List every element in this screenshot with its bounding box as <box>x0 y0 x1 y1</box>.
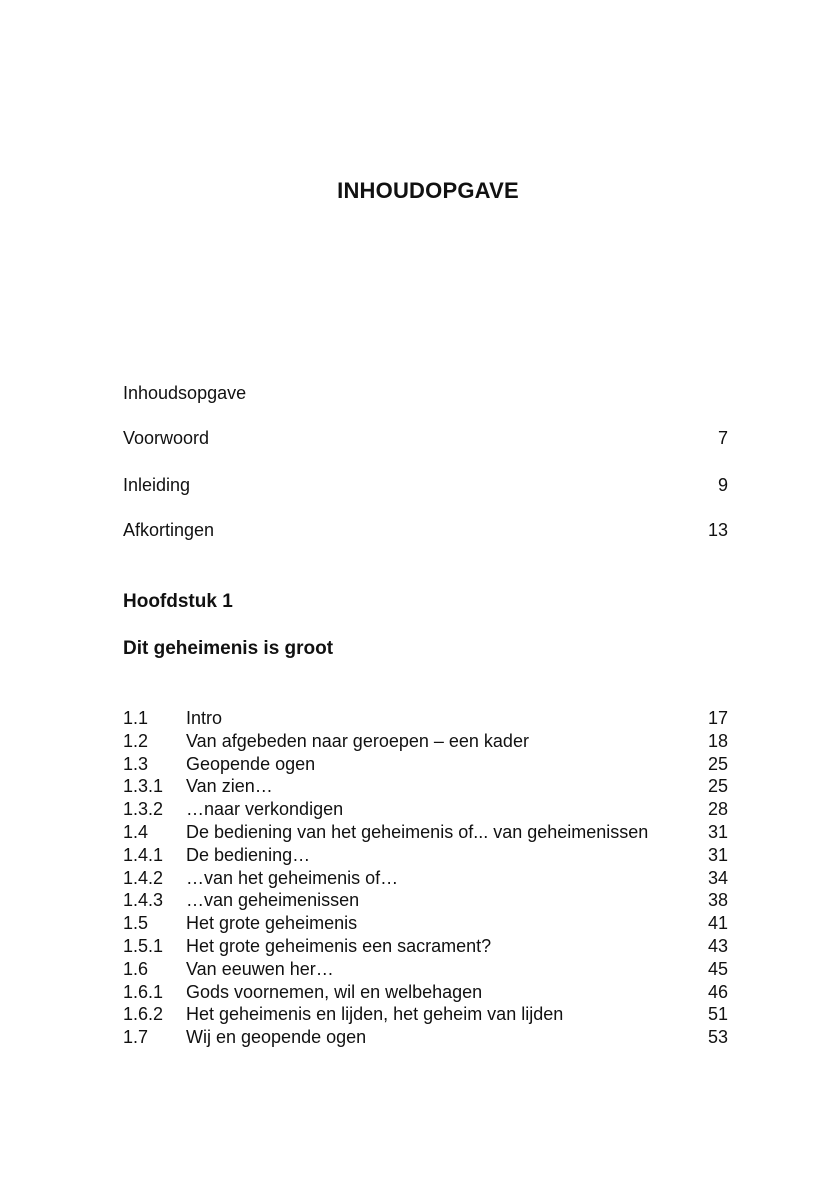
toc-entry-number: 1.4.1 <box>123 844 164 865</box>
toc-entry-title: …van geheimenissen <box>186 890 360 911</box>
toc-entry-number: 1.5.1 <box>123 935 164 956</box>
toc-entry-label: Inleiding <box>123 475 191 495</box>
toc-row <box>123 1003 728 1026</box>
toc-entry-title: Intro <box>186 708 223 728</box>
toc-front-entry <box>123 383 728 409</box>
toc-entry-page: 7 <box>717 428 728 448</box>
toc-entry-page: 9 <box>717 475 728 495</box>
toc-row <box>123 753 728 776</box>
toc-entry-page: 18 <box>707 730 728 751</box>
toc-entry-page: 17 <box>707 708 728 728</box>
toc-entry-number: 1.3 <box>123 753 149 774</box>
toc-entry-label: Voorwoord <box>123 428 210 448</box>
toc-entry-page: 41 <box>707 913 728 934</box>
toc-row <box>123 798 728 821</box>
toc-front-entry <box>123 475 728 501</box>
toc-entry-title: Van afgebeden naar geroepen – een kader <box>186 730 529 751</box>
toc-entry-title: Het geheimenis en lijden, het geheim van lijden <box>186 1004 564 1025</box>
chapter-title: Dit geheimenis is groot <box>123 638 334 659</box>
toc-row <box>123 912 728 935</box>
toc-entry-page: 51 <box>707 1004 728 1025</box>
toc-row <box>123 775 728 798</box>
toc-entry-page: 28 <box>707 799 728 820</box>
toc-entry-page: 46 <box>707 981 728 1002</box>
toc-row <box>123 844 728 867</box>
toc-row <box>123 730 728 753</box>
toc-row <box>123 867 728 890</box>
toc-row <box>123 707 728 730</box>
toc-row <box>123 981 728 1004</box>
toc-list <box>123 707 728 1049</box>
toc-entry-title: Het grote geheimenis een sacrament? <box>186 935 492 956</box>
toc-front-entry <box>123 428 728 454</box>
toc-entry-title: Geopende ogen <box>186 753 316 774</box>
toc-entry-number: 1.7 <box>123 1027 149 1048</box>
toc-entry-page: 38 <box>707 890 728 911</box>
toc-front-entry <box>123 520 728 546</box>
toc-row <box>123 1026 728 1049</box>
toc-entry-number: 1.2 <box>123 730 149 751</box>
toc-row <box>123 935 728 958</box>
toc-entry-label: Inhoudsopgave <box>123 383 247 403</box>
toc-entry-number: 1.4 <box>123 821 149 842</box>
toc-entry-number: 1.4.3 <box>123 890 164 911</box>
toc-entry-title: …naar verkondigen <box>186 799 344 820</box>
toc-entry-title: Wij en geopende ogen <box>186 1027 367 1048</box>
toc-entry-title: Van eeuwen her… <box>186 958 334 979</box>
page-title: INHOUDOPGAVE <box>337 178 519 203</box>
toc-entry-label: Afkortingen <box>123 520 215 540</box>
toc-entry-number: 1.3.1 <box>123 776 164 797</box>
toc-row <box>123 821 728 844</box>
toc-entry-page: 53 <box>707 1027 728 1048</box>
toc-entry-title: …van het geheimenis of… <box>186 867 399 888</box>
toc-entry-page: 13 <box>707 520 728 540</box>
chapter-label: Hoofdstuk 1 <box>123 591 233 612</box>
toc-row <box>123 889 728 912</box>
toc-entry-title: Van zien… <box>186 776 273 797</box>
toc-entry-number: 1.3.2 <box>123 799 164 820</box>
toc-entry-page: 31 <box>707 844 728 865</box>
toc-entry-page: 45 <box>707 958 728 979</box>
toc-entry-number: 1.6 <box>123 958 149 979</box>
toc-entry-page: 34 <box>707 867 728 888</box>
toc-entry-page: 31 <box>707 821 728 842</box>
toc-entry-title: De bediening… <box>186 844 311 865</box>
toc-entry-page: 25 <box>707 776 728 797</box>
toc-entry-number: 1.5 <box>123 913 149 934</box>
toc-entry-number: 1.6.1 <box>123 981 164 1002</box>
toc-entry-title: Gods voornemen, wil en welbehagen <box>186 981 483 1002</box>
toc-entry-number: 1.1 <box>123 708 149 728</box>
toc-entry-page: 43 <box>707 935 728 956</box>
toc-entry-title: Het grote geheimenis <box>186 913 358 934</box>
toc-entry-number: 1.6.2 <box>123 1004 164 1025</box>
toc-entry-number: 1.4.2 <box>123 867 164 888</box>
toc-entry-page: 25 <box>707 753 728 774</box>
toc-entry-title: De bediening van het geheimenis of... van geheimenissen <box>186 821 649 842</box>
toc-row <box>123 958 728 981</box>
